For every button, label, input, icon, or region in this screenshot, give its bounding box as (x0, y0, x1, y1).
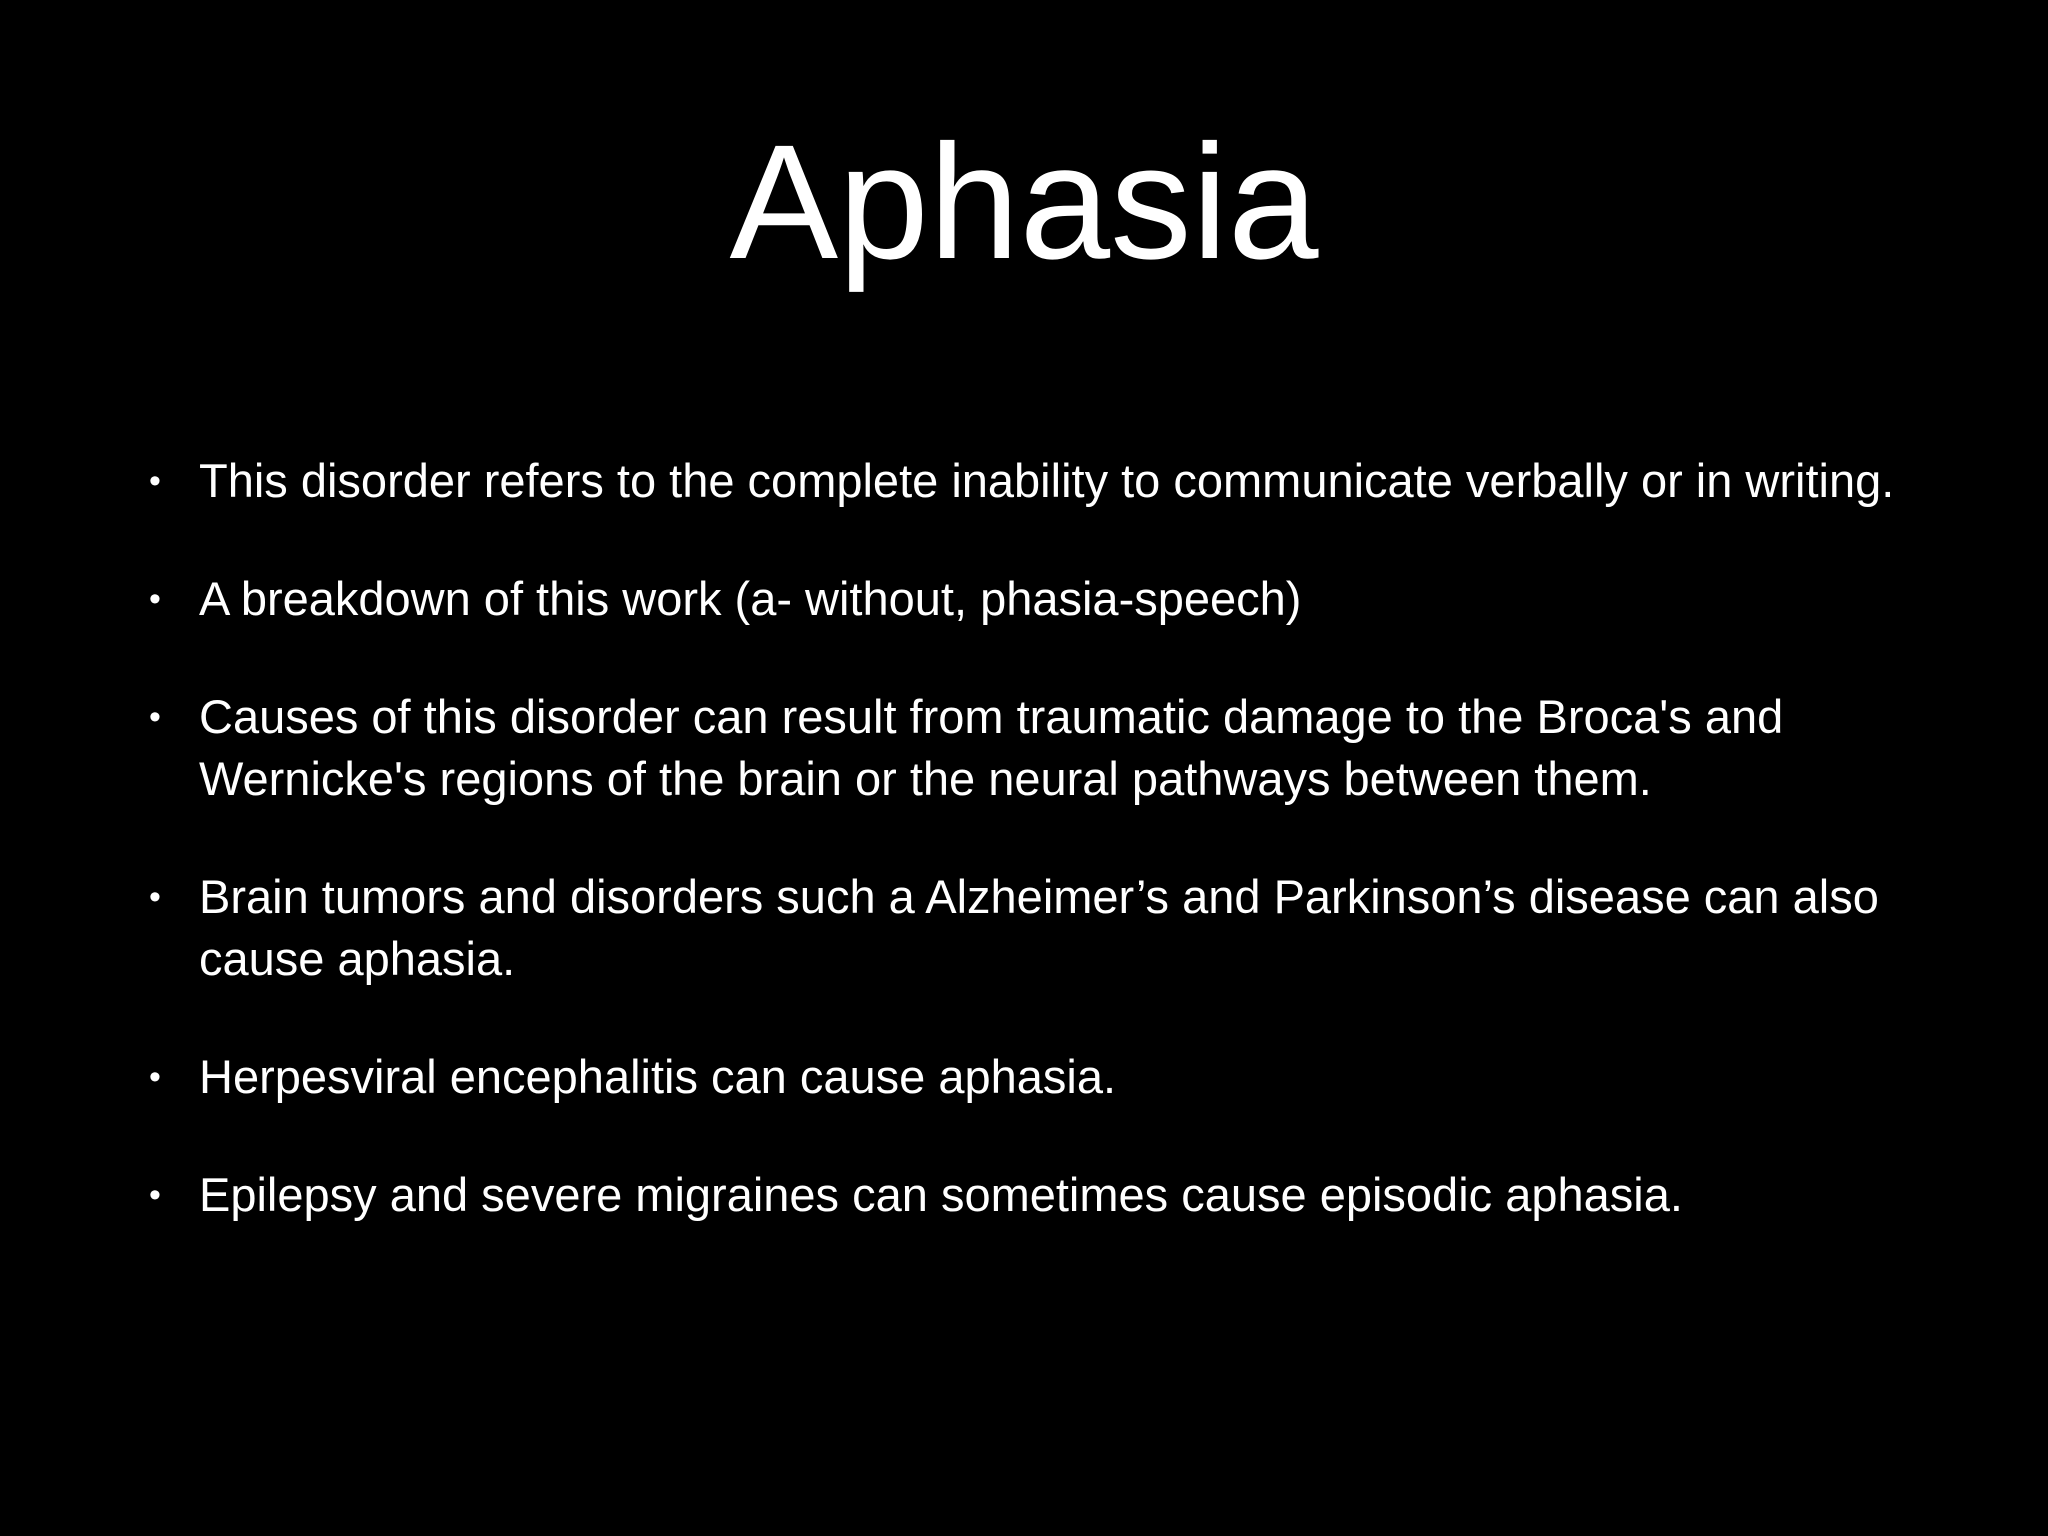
bullet-icon: • (149, 878, 161, 916)
bullet-item (145, 1046, 1905, 1108)
bullet-list (145, 450, 1905, 1226)
bullet-item (145, 568, 1905, 630)
bullet-item (145, 686, 1905, 810)
bullet-text: Causes of this disorder can result from traumatic damage to the Broca's and Wernicke's regions of the brain or the neural pathways between them. (199, 690, 1784, 805)
bullet-icon: • (149, 698, 161, 736)
slide-title: Aphasia (729, 110, 1319, 293)
bullet-item (145, 450, 1905, 512)
bullet-text: Herpesviral encephalitis can cause aphasia. (199, 1050, 1117, 1103)
bullet-icon: • (149, 462, 161, 500)
bullet-icon: • (149, 1176, 161, 1214)
bullet-icon: • (149, 1058, 161, 1096)
bullet-text: Epilepsy and severe migraines can sometimes cause episodic aphasia. (199, 1168, 1683, 1221)
bullet-text: A breakdown of this work (a- without, phasia-speech) (199, 572, 1302, 625)
bullet-text: Brain tumors and disorders such a Alzheimer’s and Parkinson’s disease can also cause aphasia. (199, 870, 1879, 985)
bullet-item (145, 866, 1905, 990)
bullet-item (145, 1164, 1905, 1226)
bullet-text: This disorder refers to the complete inability to communicate verbally or in writing. (199, 454, 1895, 507)
bullet-icon: • (149, 580, 161, 618)
